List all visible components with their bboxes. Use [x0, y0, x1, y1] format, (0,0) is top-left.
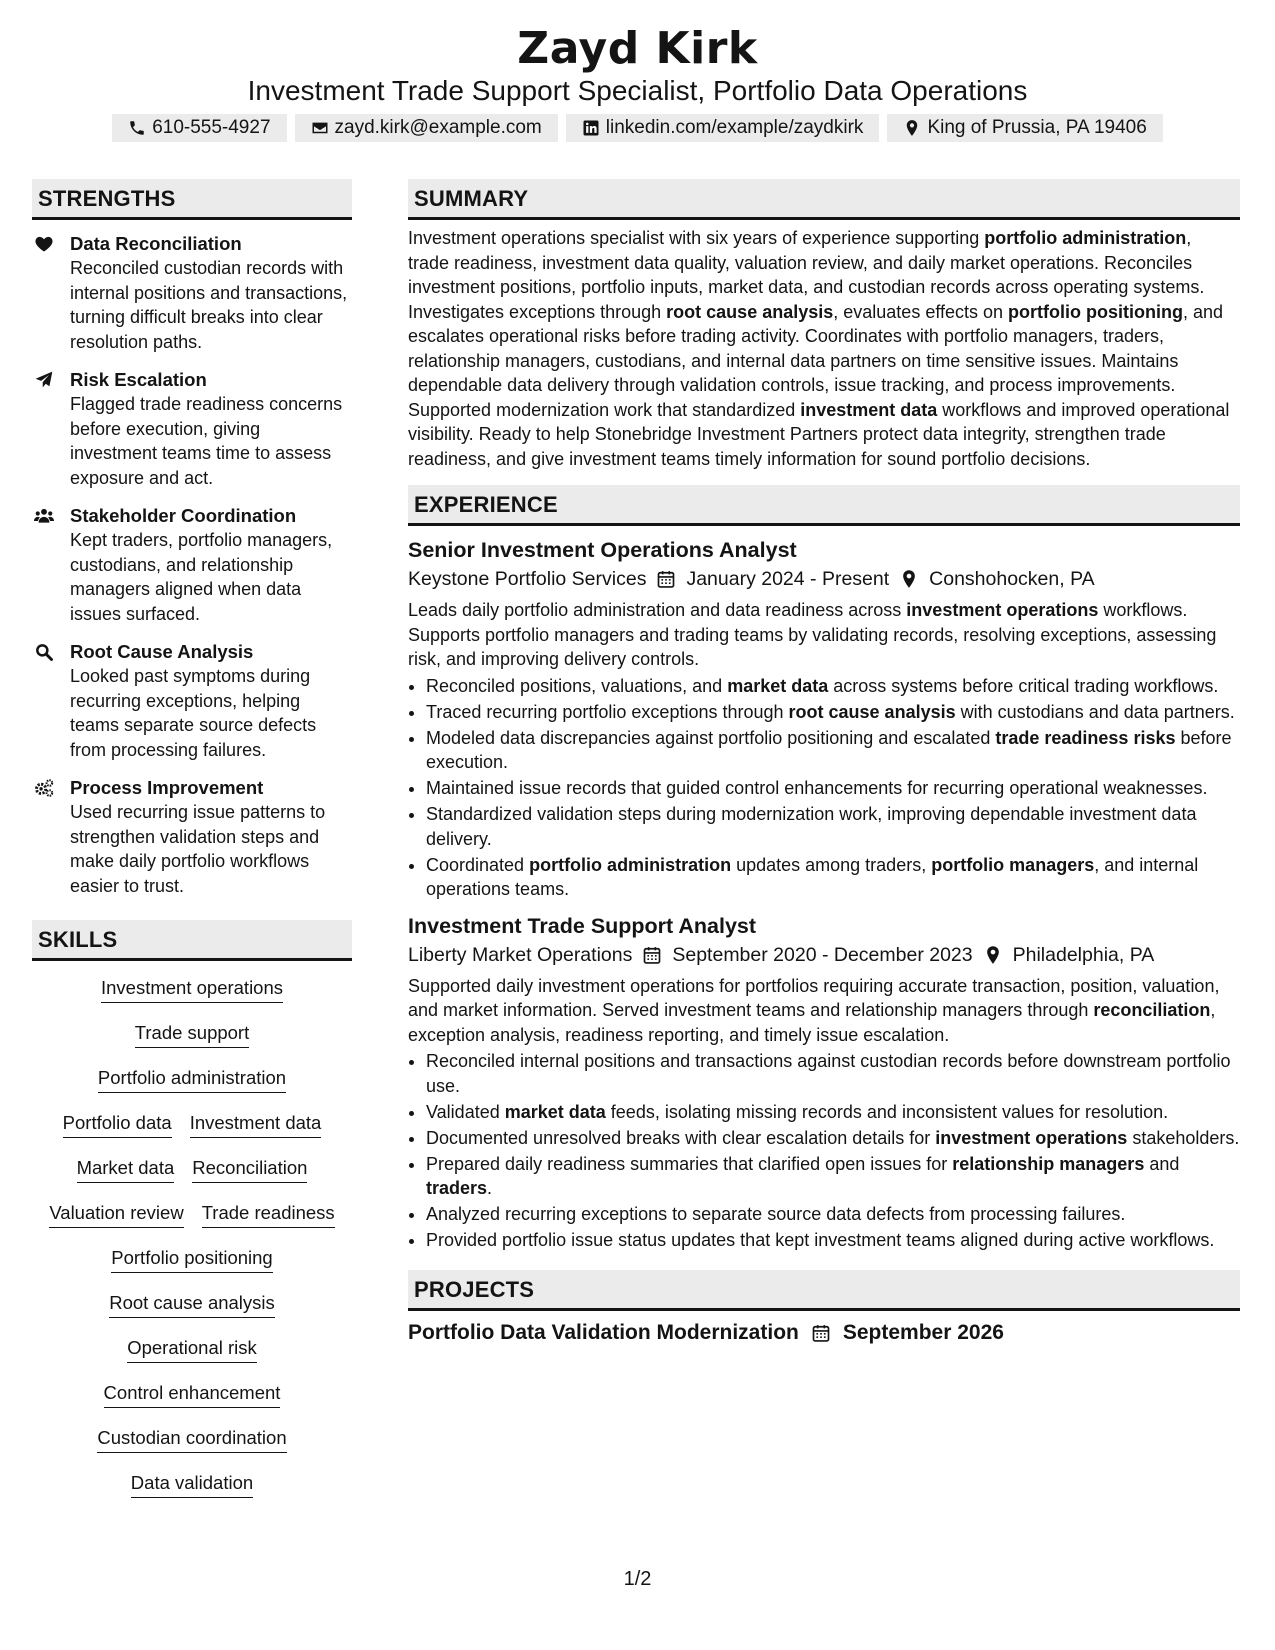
- summary-heading: SUMMARY: [408, 179, 1240, 220]
- strength-description: Reconciled custodian records with internal positions and transactions, turning difficult breaks into clear resolution paths.: [70, 258, 348, 352]
- strength-description: Kept traders, portfolio managers, custodians, and relationship managers aligned when data issues surfaced.: [70, 530, 333, 624]
- desc-keyword: reconciliation: [1093, 1000, 1211, 1020]
- skills-heading: SKILLS: [32, 920, 352, 961]
- job-dates: September 2020 - December 2023: [672, 943, 973, 966]
- experience-entry: [408, 536, 1240, 902]
- bullet-item: • Prepared daily readiness summaries that clarified open issues for relationship managers and traders.: [426, 1152, 1240, 1201]
- summary-text: [408, 226, 1240, 471]
- job-meta: [408, 564, 1240, 594]
- strength-description: Flagged trade readiness concerns before execution, giving investment teams time to assess exposure and act.: [70, 394, 343, 488]
- project-entry: [408, 1321, 1240, 1345]
- job-title: Senior Investment Operations Analyst: [408, 538, 797, 562]
- strength-title: Risk Escalation: [70, 369, 207, 390]
- skill-tag: Valuation review: [49, 1200, 183, 1228]
- project-date: September 2026: [842, 1321, 1004, 1344]
- contact-phone[interactable]: [112, 114, 286, 142]
- summary-segment: , and escalates operational risks before trading activity. Coordinates with portfolio managers, traders, relationship managers, custodians, and internal data partners on time sensitive issues. Maintains dependable data delivery through validation controls, issue tracking, and process improvements. Supported modernization work that standardized: [408, 301, 1224, 420]
- users-icon: [34, 506, 54, 526]
- page-number: 1/2: [623, 1568, 652, 1590]
- calendar-icon: [656, 569, 676, 589]
- contact-linkedin[interactable]: [566, 114, 880, 142]
- skill-tag: Operational risk: [127, 1335, 257, 1363]
- summary-keyword: investment data: [800, 399, 938, 420]
- project-title: Portfolio Data Validation Modernization: [408, 1321, 799, 1344]
- job-description: [408, 974, 1240, 1048]
- desc-keyword: investment operations: [906, 600, 1099, 620]
- strength-item: [32, 640, 352, 762]
- desc-segment: Supported daily investment operations for portfolios requiring accurate transaction, position, valuation, and market information. Served investment teams and relationship managers through: [408, 975, 1220, 1020]
- skill-tag: Custodian coordination: [97, 1425, 286, 1453]
- strength-title: Data Reconciliation: [70, 233, 242, 254]
- gears-icon: [34, 778, 54, 798]
- skill-tag: Reconciliation: [192, 1155, 307, 1183]
- strength-item: [32, 232, 352, 354]
- skill-tag: Investment operations: [101, 975, 283, 1003]
- contact-email[interactable]: [295, 114, 558, 142]
- job-bullets: [408, 1049, 1240, 1253]
- contact-linkedin-text: linkedin.com/example/zaydkirk: [605, 117, 864, 138]
- strength-description: Used recurring issue patterns to strengthen validation steps and make daily portfolio workflows easier to trust.: [70, 802, 326, 896]
- skill-tag: Market data: [77, 1155, 175, 1183]
- skill-tag: Trade readiness: [202, 1200, 335, 1228]
- job-dates: January 2024 - Present: [686, 568, 890, 590]
- strengths-heading: STRENGTHS: [32, 179, 352, 220]
- contact-location-text: King of Prussia, PA 19406: [927, 117, 1147, 138]
- bullet-item: • Coordinated portfolio administration updates among traders, portfolio managers, and internal operations teams.: [426, 853, 1240, 902]
- experience-entry: [408, 912, 1240, 1253]
- skill-tag: Root cause analysis: [109, 1290, 275, 1318]
- strength-title: Process Improvement: [70, 777, 264, 798]
- map-pin-icon: [899, 569, 919, 589]
- job-company: Liberty Market Operations: [408, 943, 633, 966]
- skill-tag: Investment data: [190, 1110, 322, 1138]
- contact-location: [887, 114, 1162, 142]
- strength-item: [32, 504, 352, 626]
- envelope-icon: [311, 119, 329, 137]
- heart-icon: [34, 234, 54, 254]
- bullet-item: • Maintained issue records that guided control enhancements for recurring operational weaknesses.: [426, 776, 1240, 801]
- summary-segment: , trade readiness, investment data quality, valuation review, and daily market operations. Reconciles investment positions, portfolio inputs, market data, and custodian records across operating systems. Investigates exceptions through: [408, 228, 1205, 322]
- strength-item: [32, 368, 352, 490]
- job-meta: [408, 940, 1240, 970]
- skill-tag: Portfolio positioning: [111, 1245, 272, 1273]
- skill-tag: Trade support: [135, 1020, 250, 1048]
- summary-keyword: root cause analysis: [666, 301, 834, 322]
- search-icon: [34, 642, 54, 662]
- contact-bar: [0, 114, 1275, 142]
- bullet-item: • Analyzed recurring exceptions to separate source data defects from processing failures.: [426, 1202, 1240, 1227]
- map-pin-icon: [983, 945, 1003, 965]
- desc-segment: workflows. Supports portfolio managers and trading teams by validating records, resolving exceptions, assessing risk, and improving delivery controls.: [408, 600, 1217, 669]
- contact-phone-text: 610-555-4927: [152, 117, 271, 138]
- skills-list: [32, 975, 352, 1515]
- strength-description: Looked past symptoms during recurring exceptions, helping teams separate source defects from processing failures.: [70, 666, 317, 760]
- summary-segment: Investment operations specialist with six years of experience supporting: [408, 228, 985, 248]
- calendar-icon: [811, 1323, 831, 1343]
- bullet-item: • Documented unresolved breaks with clear escalation details for investment operations stakeholders.: [426, 1126, 1240, 1151]
- summary-keyword: portfolio administration: [984, 228, 1187, 248]
- bullet-item: • Reconciled internal positions and transactions against custodian records before downstream portfolio use.: [426, 1049, 1240, 1098]
- candidate-name: Zayd Kirk: [517, 23, 758, 74]
- strength-item: [32, 776, 352, 898]
- linkedin-icon: [582, 119, 600, 137]
- summary-keyword: portfolio positioning: [1008, 301, 1184, 322]
- skill-tag: Portfolio data: [63, 1110, 172, 1138]
- skill-tag: Portfolio administration: [98, 1065, 286, 1093]
- paper-plane-icon: [34, 370, 54, 390]
- bullet-item: • Traced recurring portfolio exceptions through root cause analysis with custodians and data partners.: [426, 700, 1240, 725]
- job-company: Keystone Portfolio Services: [408, 568, 647, 590]
- left-column: [32, 179, 352, 1515]
- skill-tag: Data validation: [131, 1470, 253, 1498]
- summary-segment: workflows and improved operational visibility. Ready to help Stonebridge Investment Partners protect data integrity, strengthen trade readiness, and give investment teams timely information for sound portfolio decisions.: [408, 399, 1230, 469]
- skill-tag: Control enhancement: [104, 1380, 281, 1408]
- calendar-icon: [642, 945, 662, 965]
- map-pin-icon: [903, 119, 921, 137]
- strength-title: Root Cause Analysis: [70, 641, 254, 662]
- summary-segment: , evaluates effects on: [833, 301, 1009, 322]
- job-location: Conshohocken, PA: [929, 568, 1095, 590]
- projects-heading: PROJECTS: [408, 1270, 1240, 1311]
- bullet-item: • Validated market data feeds, isolating missing records and inconsistent values for resolution.: [426, 1100, 1240, 1125]
- bullet-item: • Provided portfolio issue status updates that kept investment teams aligned during active workflows.: [426, 1228, 1240, 1253]
- desc-segment: , exception analysis, readiness reporting, and timely issue escalation.: [408, 1000, 1216, 1045]
- contact-email-text: zayd.kirk@example.com: [334, 117, 542, 138]
- job-title: Investment Trade Support Analyst: [408, 913, 757, 938]
- phone-icon: [128, 119, 146, 137]
- experience-heading: EXPERIENCE: [408, 485, 1240, 526]
- right-column: [408, 179, 1240, 1345]
- bullet-item: • Standardized validation steps during modernization work, improving dependable investment data delivery.: [426, 802, 1240, 851]
- job-description: [408, 598, 1240, 672]
- job-location: Philadelphia, PA: [1012, 943, 1155, 966]
- bullet-item: • Reconciled positions, valuations, and market data across systems before critical trading workflows.: [426, 674, 1240, 699]
- desc-segment: Leads daily portfolio administration and data readiness across: [408, 600, 907, 620]
- bullet-item: • Modeled data discrepancies against portfolio positioning and escalated trade readiness risks before execution.: [426, 726, 1240, 775]
- job-bullets: [408, 674, 1240, 902]
- candidate-headline: Investment Trade Support Specialist, Portfolio Data Operations: [247, 75, 1028, 106]
- strength-title: Stakeholder Coordination: [70, 505, 297, 526]
